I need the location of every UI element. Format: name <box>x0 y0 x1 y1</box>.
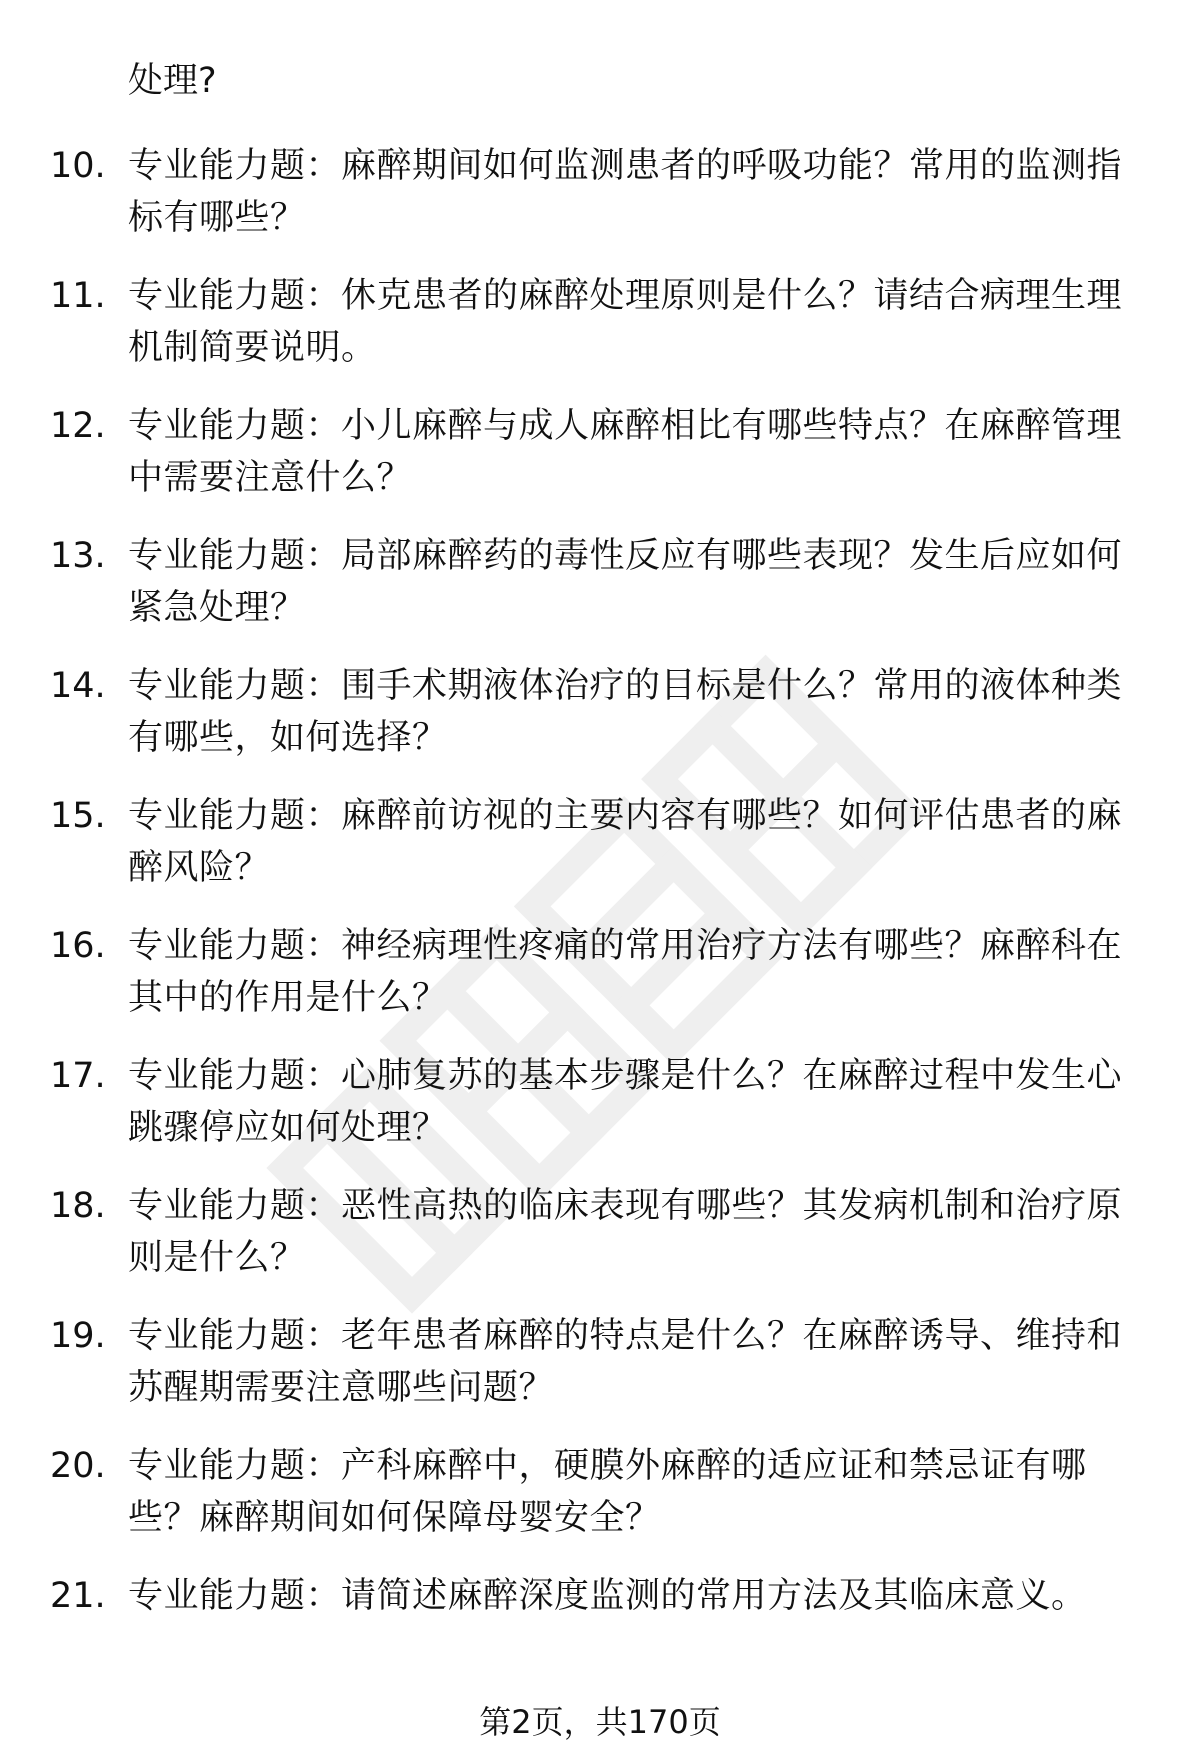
question-text-line: 专业能力题：麻醉前访视的主要内容有哪些？如何评估患者的麻 <box>128 796 1123 836</box>
question-number: 16. <box>50 926 106 966</box>
question-item <box>0 1050 1200 1180</box>
question-text <box>128 660 1138 764</box>
question-item <box>0 140 1200 270</box>
page-number-footer: 第2页，共170页 <box>479 1703 721 1741</box>
question-number: 13. <box>50 536 106 576</box>
question-text-line: 有哪些，如何选择？ <box>128 718 448 758</box>
question-number: 15. <box>50 796 106 836</box>
question-number: 11. <box>50 276 106 316</box>
question-text <box>128 1310 1138 1414</box>
question-item <box>0 1440 1200 1570</box>
question-text <box>128 270 1138 374</box>
question-item <box>0 920 1200 1050</box>
question-text <box>128 1570 1138 1622</box>
question-number: 20. <box>50 1446 106 1486</box>
question-text-line: 专业能力题：麻醉期间如何监测患者的呼吸功能？常用的监测指 <box>128 146 1123 186</box>
question-number: 17. <box>50 1056 106 1096</box>
question-text-line: 机制简要说明。 <box>128 328 377 368</box>
question-text-line: 些？麻醉期间如何保障母婴安全？ <box>128 1498 661 1538</box>
question-item <box>0 1180 1200 1310</box>
question-text <box>128 920 1138 1024</box>
question-text-line: 其中的作用是什么？ <box>128 978 448 1018</box>
question-text <box>128 140 1138 244</box>
question-text-line: 专业能力题：产科麻醉中，硬膜外麻醉的适应证和禁忌证有哪 <box>128 1446 1087 1486</box>
question-text-line: 专业能力题：请简述麻醉深度监测的常用方法及其临床意义。 <box>128 1576 1087 1616</box>
question-text-line: 则是什么？ <box>128 1238 306 1278</box>
question-text-line: 专业能力题：休克患者的麻醉处理原则是什么？请结合病理生理 <box>128 276 1123 316</box>
question-number: 14. <box>50 666 106 706</box>
question-item <box>0 270 1200 400</box>
question-number: 21. <box>50 1576 106 1616</box>
question-text-line: 专业能力题：心肺复苏的基本步骤是什么？在麻醉过程中发生心 <box>128 1056 1123 1096</box>
question-text-line: 专业能力题：神经病理性疼痛的常用治疗方法有哪些？麻醉科在 <box>128 926 1123 966</box>
question-item <box>0 530 1200 660</box>
question-text-line: 中需要注意什么？ <box>128 458 413 498</box>
question-item <box>0 790 1200 920</box>
question-item <box>0 400 1200 530</box>
question-text-line: 苏醒期需要注意哪些问题？ <box>128 1368 555 1408</box>
question-text-line: 专业能力题：小儿麻醉与成人麻醉相比有哪些特点？在麻醉管理 <box>128 406 1123 446</box>
question-text-line: 醉风险？ <box>128 848 271 888</box>
question-number: 12. <box>50 406 106 446</box>
question-number: 18. <box>50 1186 106 1226</box>
question-item <box>0 660 1200 790</box>
question-text-line: 专业能力题：恶性高热的临床表现有哪些？其发病机制和治疗原 <box>128 1186 1123 1226</box>
question-text-line: 专业能力题：局部麻醉药的毒性反应有哪些表现？发生后应如何 <box>128 536 1123 576</box>
question-text-line: 专业能力题：老年患者麻醉的特点是什么？在麻醉诱导、维持和 <box>128 1316 1123 1356</box>
question-list <box>0 140 1200 1700</box>
question-item <box>0 1310 1200 1440</box>
question-text <box>128 400 1138 504</box>
question-item <box>0 1570 1200 1700</box>
question-text <box>128 790 1138 894</box>
question-number: 19. <box>50 1316 106 1356</box>
question-text-line: 紧急处理？ <box>128 588 306 628</box>
question-text-line: 标有哪些？ <box>128 198 306 238</box>
question-text <box>128 1180 1138 1284</box>
question-text-line: 跳骤停应如何处理？ <box>128 1108 448 1148</box>
question-text <box>128 1440 1138 1544</box>
question-text <box>128 1050 1138 1154</box>
continued-question-tail: 处理? <box>128 61 217 101</box>
question-number: 10. <box>50 146 106 186</box>
question-text-line: 专业能力题：围手术期液体治疗的目标是什么？常用的液体种类 <box>128 666 1123 706</box>
question-text <box>128 530 1138 634</box>
